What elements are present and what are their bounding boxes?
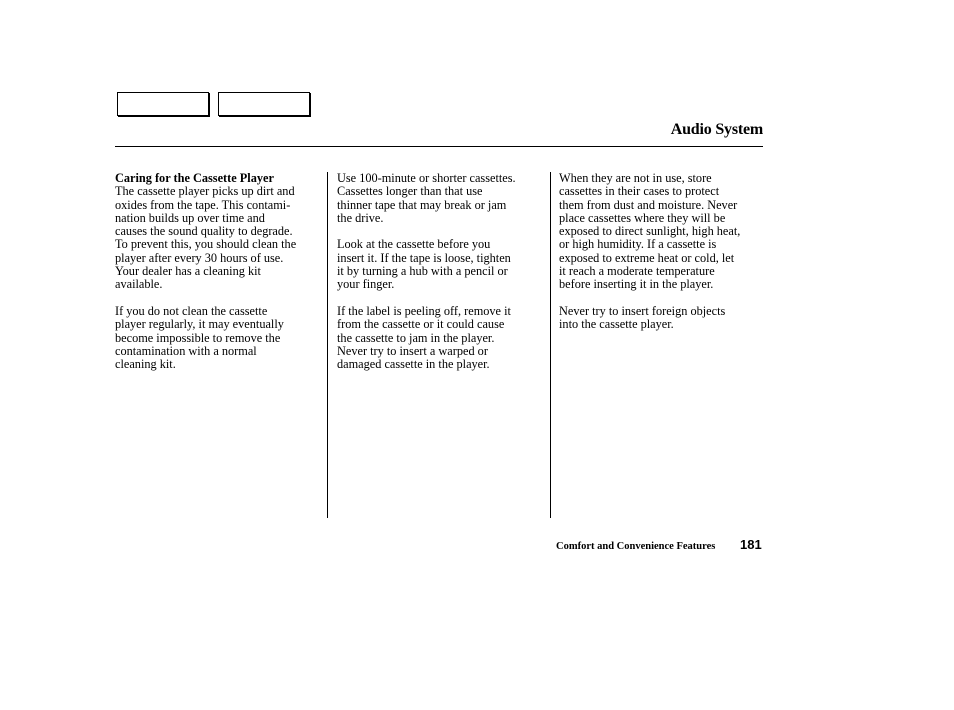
- text-line: before inserting it in the player.: [559, 277, 714, 292]
- text-line: it reach a moderate temperature: [559, 264, 715, 279]
- section-heading: Caring for the Cassette Player: [115, 171, 274, 185]
- text-line: oxides from the tape. This contami-: [115, 197, 291, 212]
- paragraph: [115, 185, 296, 291]
- text-column-3: [559, 172, 740, 332]
- text-line: player regularly, it may eventually: [115, 317, 284, 332]
- text-line: cassettes in their cases to protect: [559, 184, 720, 199]
- footer-section-title: Comfort and Convenience Features: [556, 541, 716, 552]
- text-line: causes the sound quality to degrade.: [115, 224, 293, 239]
- column-divider: [550, 172, 551, 518]
- text-line: exposed to direct sunlight, high heat,: [559, 224, 741, 239]
- text-line: or high humidity. If a cassette is: [559, 237, 717, 252]
- text-line: the cassette to jam in the player.: [337, 330, 495, 345]
- text-line: nation builds up over time and: [115, 210, 265, 225]
- text-line: Your dealer has a cleaning kit: [115, 264, 261, 279]
- text-line: Use 100-minute or shorter cassettes.: [337, 171, 516, 185]
- text-line: from the cassette or it could cause: [337, 317, 505, 332]
- paragraph: [337, 172, 516, 225]
- text-line: thinner tape that may break or jam: [337, 197, 507, 212]
- page-number: 181: [740, 537, 762, 552]
- text-line: When they are not in use, store: [559, 171, 712, 185]
- text-line: them from dust and moisture. Never: [559, 197, 738, 212]
- title-divider: [115, 146, 763, 147]
- paragraph: [559, 172, 740, 292]
- text-line: If the label is peeling off, remove it: [337, 303, 511, 318]
- text-line: To prevent this, you should clean the: [115, 237, 297, 252]
- nav-button-index[interactable]: [218, 92, 310, 116]
- text-line: If you do not clean the cassette: [115, 303, 268, 318]
- paragraph: [115, 305, 296, 371]
- text-line: place cassettes where they will be: [559, 210, 726, 225]
- text-line: Cassettes longer than that use: [337, 184, 483, 199]
- text-line: insert it. If the tape is loose, tighten: [337, 250, 511, 265]
- text-line: Never try to insert a warped or: [337, 343, 488, 358]
- text-line: into the cassette player.: [559, 317, 674, 332]
- text-line: player after every 30 hours of use.: [115, 250, 284, 265]
- nav-button-main-menu[interactable]: [117, 92, 209, 116]
- text-column-2: [337, 172, 516, 371]
- text-line: Look at the cassette before you: [337, 237, 491, 252]
- text-line: become impossible to remove the: [115, 330, 281, 345]
- text-line: it by turning a hub with a pencil or: [337, 264, 508, 279]
- text-line: exposed to extreme heat or cold, let: [559, 250, 735, 265]
- text-line: The cassette player picks up dirt and: [115, 184, 295, 199]
- text-line: your finger.: [337, 277, 395, 292]
- paragraph: [337, 238, 516, 291]
- paragraph: [337, 305, 516, 371]
- text-line: contamination with a normal: [115, 343, 257, 358]
- text-line: cleaning kit.: [115, 357, 176, 372]
- text-line: Never try to insert foreign objects: [559, 303, 726, 318]
- text-line: the drive.: [337, 210, 384, 225]
- page-title: Audio System: [670, 121, 763, 138]
- text-column-1: [115, 172, 296, 371]
- paragraph: [559, 305, 740, 332]
- text-line: available.: [115, 277, 163, 292]
- column-divider: [327, 172, 328, 518]
- text-line: damaged cassette in the player.: [337, 357, 490, 372]
